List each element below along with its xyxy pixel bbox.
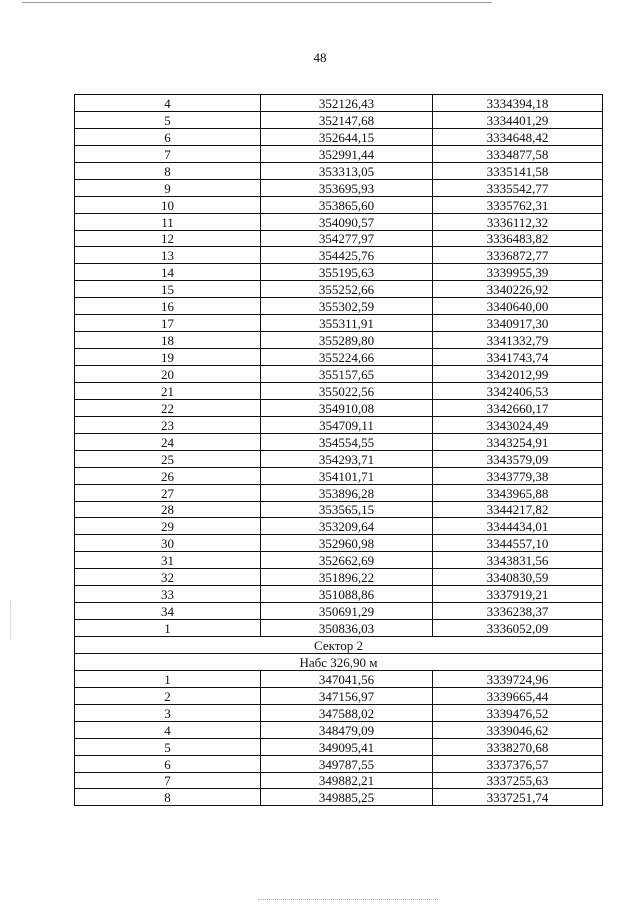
- x-coordinate-cell: 354293,71: [261, 450, 433, 467]
- point-number-cell: 4: [75, 721, 261, 738]
- table-row: [75, 399, 603, 416]
- point-number-cell: 34: [75, 603, 261, 620]
- y-coordinate-cell: 3344434,01: [433, 518, 603, 535]
- y-coordinate-cell: 3343965,88: [433, 484, 603, 501]
- y-coordinate-cell: 3343579,09: [433, 450, 603, 467]
- sector-subtitle: Набс 326,90 м: [75, 653, 603, 670]
- table-row: [75, 670, 603, 687]
- table-row: [75, 484, 603, 501]
- x-coordinate-cell: 353695,93: [261, 179, 433, 196]
- y-coordinate-cell: 3336238,37: [433, 603, 603, 620]
- x-coordinate-cell: 353896,28: [261, 484, 433, 501]
- x-coordinate-cell: 351896,22: [261, 569, 433, 586]
- y-coordinate-cell: 3344557,10: [433, 535, 603, 552]
- table-row: [75, 128, 603, 145]
- x-coordinate-cell: 355302,59: [261, 298, 433, 315]
- table-row: [75, 772, 603, 789]
- point-number-cell: 30: [75, 535, 261, 552]
- y-coordinate-cell: 3334877,58: [433, 145, 603, 162]
- x-coordinate-cell: 354709,11: [261, 416, 433, 433]
- y-coordinate-cell: 3340917,30: [433, 315, 603, 332]
- scan-margin-mark: [10, 600, 11, 640]
- x-coordinate-cell: 347588,02: [261, 704, 433, 721]
- table-row: [75, 145, 603, 162]
- point-number-cell: 23: [75, 416, 261, 433]
- table-row: [75, 349, 603, 366]
- table-row: [75, 196, 603, 213]
- y-coordinate-cell: 3339665,44: [433, 687, 603, 704]
- y-coordinate-cell: 3336483,82: [433, 230, 603, 247]
- y-coordinate-cell: 3343779,38: [433, 467, 603, 484]
- table-row: [75, 535, 603, 552]
- point-number-cell: 13: [75, 247, 261, 264]
- x-coordinate-cell: 355311,91: [261, 315, 433, 332]
- page-number: 48: [313, 50, 327, 65]
- point-number-cell: 26: [75, 467, 261, 484]
- point-number-cell: 25: [75, 450, 261, 467]
- point-number-cell: 6: [75, 755, 261, 772]
- x-coordinate-cell: 355157,65: [261, 366, 433, 383]
- x-coordinate-cell: 347041,56: [261, 670, 433, 687]
- point-number-cell: 17: [75, 315, 261, 332]
- y-coordinate-cell: 3335542,77: [433, 179, 603, 196]
- x-coordinate-cell: 354101,71: [261, 467, 433, 484]
- x-coordinate-cell: 348479,09: [261, 721, 433, 738]
- x-coordinate-cell: 352147,68: [261, 111, 433, 128]
- point-number-cell: 28: [75, 501, 261, 518]
- table-row: [75, 366, 603, 383]
- sector-title: Сектор 2: [75, 637, 603, 654]
- y-coordinate-cell: 3337376,57: [433, 755, 603, 772]
- point-number-cell: 6: [75, 128, 261, 145]
- point-number-cell: 32: [75, 569, 261, 586]
- table-row: [75, 111, 603, 128]
- table-row: [75, 603, 603, 620]
- table-row: [75, 620, 603, 637]
- scan-bottom-mark: [258, 899, 438, 900]
- y-coordinate-cell: 3343024,49: [433, 416, 603, 433]
- table-row: [75, 162, 603, 179]
- table-row: [75, 179, 603, 196]
- y-coordinate-cell: 3337251,74: [433, 789, 603, 806]
- point-number-cell: 7: [75, 772, 261, 789]
- table-row: [75, 552, 603, 569]
- point-number-cell: 33: [75, 586, 261, 603]
- table-row: [75, 704, 603, 721]
- point-number-cell: 18: [75, 332, 261, 349]
- sector-title-row: [75, 637, 603, 654]
- y-coordinate-cell: 3342660,17: [433, 399, 603, 416]
- table-row: [75, 213, 603, 230]
- x-coordinate-cell: 354910,08: [261, 399, 433, 416]
- point-number-cell: 27: [75, 484, 261, 501]
- x-coordinate-cell: 354277,97: [261, 230, 433, 247]
- x-coordinate-cell: 349882,21: [261, 772, 433, 789]
- x-coordinate-cell: 355022,56: [261, 382, 433, 399]
- point-number-cell: 15: [75, 281, 261, 298]
- table-row: [75, 382, 603, 399]
- y-coordinate-cell: 3335141,58: [433, 162, 603, 179]
- x-coordinate-cell: 353865,60: [261, 196, 433, 213]
- x-coordinate-cell: 350836,03: [261, 620, 433, 637]
- x-coordinate-cell: 354090,57: [261, 213, 433, 230]
- point-number-cell: 5: [75, 111, 261, 128]
- point-number-cell: 14: [75, 264, 261, 281]
- point-number-cell: 24: [75, 433, 261, 450]
- x-coordinate-cell: 355289,80: [261, 332, 433, 349]
- table-row: [75, 247, 603, 264]
- table-row: [75, 298, 603, 315]
- x-coordinate-cell: 347156,97: [261, 687, 433, 704]
- table-row: [75, 95, 603, 112]
- point-number-cell: 22: [75, 399, 261, 416]
- table-row: [75, 416, 603, 433]
- table-row: [75, 586, 603, 603]
- y-coordinate-cell: 3342406,53: [433, 382, 603, 399]
- y-coordinate-cell: 3340226,92: [433, 281, 603, 298]
- y-coordinate-cell: 3340640,00: [433, 298, 603, 315]
- y-coordinate-cell: 3341743,74: [433, 349, 603, 366]
- table-row: [75, 315, 603, 332]
- point-number-cell: 1: [75, 620, 261, 637]
- y-coordinate-cell: 3339046,62: [433, 721, 603, 738]
- x-coordinate-cell: 353209,64: [261, 518, 433, 535]
- top-scan-rule: [22, 2, 492, 3]
- table-row: [75, 433, 603, 450]
- x-coordinate-cell: 353565,15: [261, 501, 433, 518]
- point-number-cell: 21: [75, 382, 261, 399]
- x-coordinate-cell: 353313,05: [261, 162, 433, 179]
- coordinates-table: [74, 94, 603, 806]
- y-coordinate-cell: 3339724,96: [433, 670, 603, 687]
- point-number-cell: 31: [75, 552, 261, 569]
- point-number-cell: 10: [75, 196, 261, 213]
- point-number-cell: 5: [75, 738, 261, 755]
- table-row: [75, 230, 603, 247]
- table-row: [75, 755, 603, 772]
- point-number-cell: 8: [75, 162, 261, 179]
- point-number-cell: 1: [75, 670, 261, 687]
- x-coordinate-cell: 352662,69: [261, 552, 433, 569]
- y-coordinate-cell: 3336112,32: [433, 213, 603, 230]
- table-row: [75, 450, 603, 467]
- y-coordinate-cell: 3344217,82: [433, 501, 603, 518]
- x-coordinate-cell: 354554,55: [261, 433, 433, 450]
- x-coordinate-cell: 352960,98: [261, 535, 433, 552]
- table-row: [75, 518, 603, 535]
- x-coordinate-cell: 352644,15: [261, 128, 433, 145]
- coordinates-table-body: [75, 95, 603, 806]
- y-coordinate-cell: 3343831,56: [433, 552, 603, 569]
- y-coordinate-cell: 3338270,68: [433, 738, 603, 755]
- y-coordinate-cell: 3342012,99: [433, 366, 603, 383]
- y-coordinate-cell: 3340830,59: [433, 569, 603, 586]
- x-coordinate-cell: 352991,44: [261, 145, 433, 162]
- y-coordinate-cell: 3335762,31: [433, 196, 603, 213]
- point-number-cell: 2: [75, 687, 261, 704]
- table-row: [75, 281, 603, 298]
- table-row: [75, 687, 603, 704]
- y-coordinate-cell: 3336872,77: [433, 247, 603, 264]
- table-row: [75, 264, 603, 281]
- table-row: [75, 721, 603, 738]
- y-coordinate-cell: 3334401,29: [433, 111, 603, 128]
- table-row: [75, 467, 603, 484]
- point-number-cell: 8: [75, 789, 261, 806]
- y-coordinate-cell: 3336052,09: [433, 620, 603, 637]
- y-coordinate-cell: 3334394,18: [433, 95, 603, 112]
- y-coordinate-cell: 3334648,42: [433, 128, 603, 145]
- x-coordinate-cell: 352126,43: [261, 95, 433, 112]
- y-coordinate-cell: 3339955,39: [433, 264, 603, 281]
- point-number-cell: 7: [75, 145, 261, 162]
- table-row: [75, 501, 603, 518]
- y-coordinate-cell: 3337255,63: [433, 772, 603, 789]
- table-row: [75, 332, 603, 349]
- x-coordinate-cell: 349885,25: [261, 789, 433, 806]
- x-coordinate-cell: 349787,55: [261, 755, 433, 772]
- x-coordinate-cell: 355195,63: [261, 264, 433, 281]
- point-number-cell: 29: [75, 518, 261, 535]
- point-number-cell: 12: [75, 230, 261, 247]
- x-coordinate-cell: 355252,66: [261, 281, 433, 298]
- sector-subtitle-row: [75, 653, 603, 670]
- point-number-cell: 4: [75, 95, 261, 112]
- point-number-cell: 16: [75, 298, 261, 315]
- point-number-cell: 3: [75, 704, 261, 721]
- table-row: [75, 569, 603, 586]
- point-number-cell: 9: [75, 179, 261, 196]
- point-number-cell: 20: [75, 366, 261, 383]
- y-coordinate-cell: 3343254,91: [433, 433, 603, 450]
- point-number-cell: 19: [75, 349, 261, 366]
- x-coordinate-cell: 349095,41: [261, 738, 433, 755]
- x-coordinate-cell: 355224,66: [261, 349, 433, 366]
- table-row: [75, 789, 603, 806]
- table-row: [75, 738, 603, 755]
- x-coordinate-cell: 350691,29: [261, 603, 433, 620]
- y-coordinate-cell: 3341332,79: [433, 332, 603, 349]
- x-coordinate-cell: 351088,86: [261, 586, 433, 603]
- point-number-cell: 11: [75, 213, 261, 230]
- y-coordinate-cell: 3337919,21: [433, 586, 603, 603]
- x-coordinate-cell: 354425,76: [261, 247, 433, 264]
- y-coordinate-cell: 3339476,52: [433, 704, 603, 721]
